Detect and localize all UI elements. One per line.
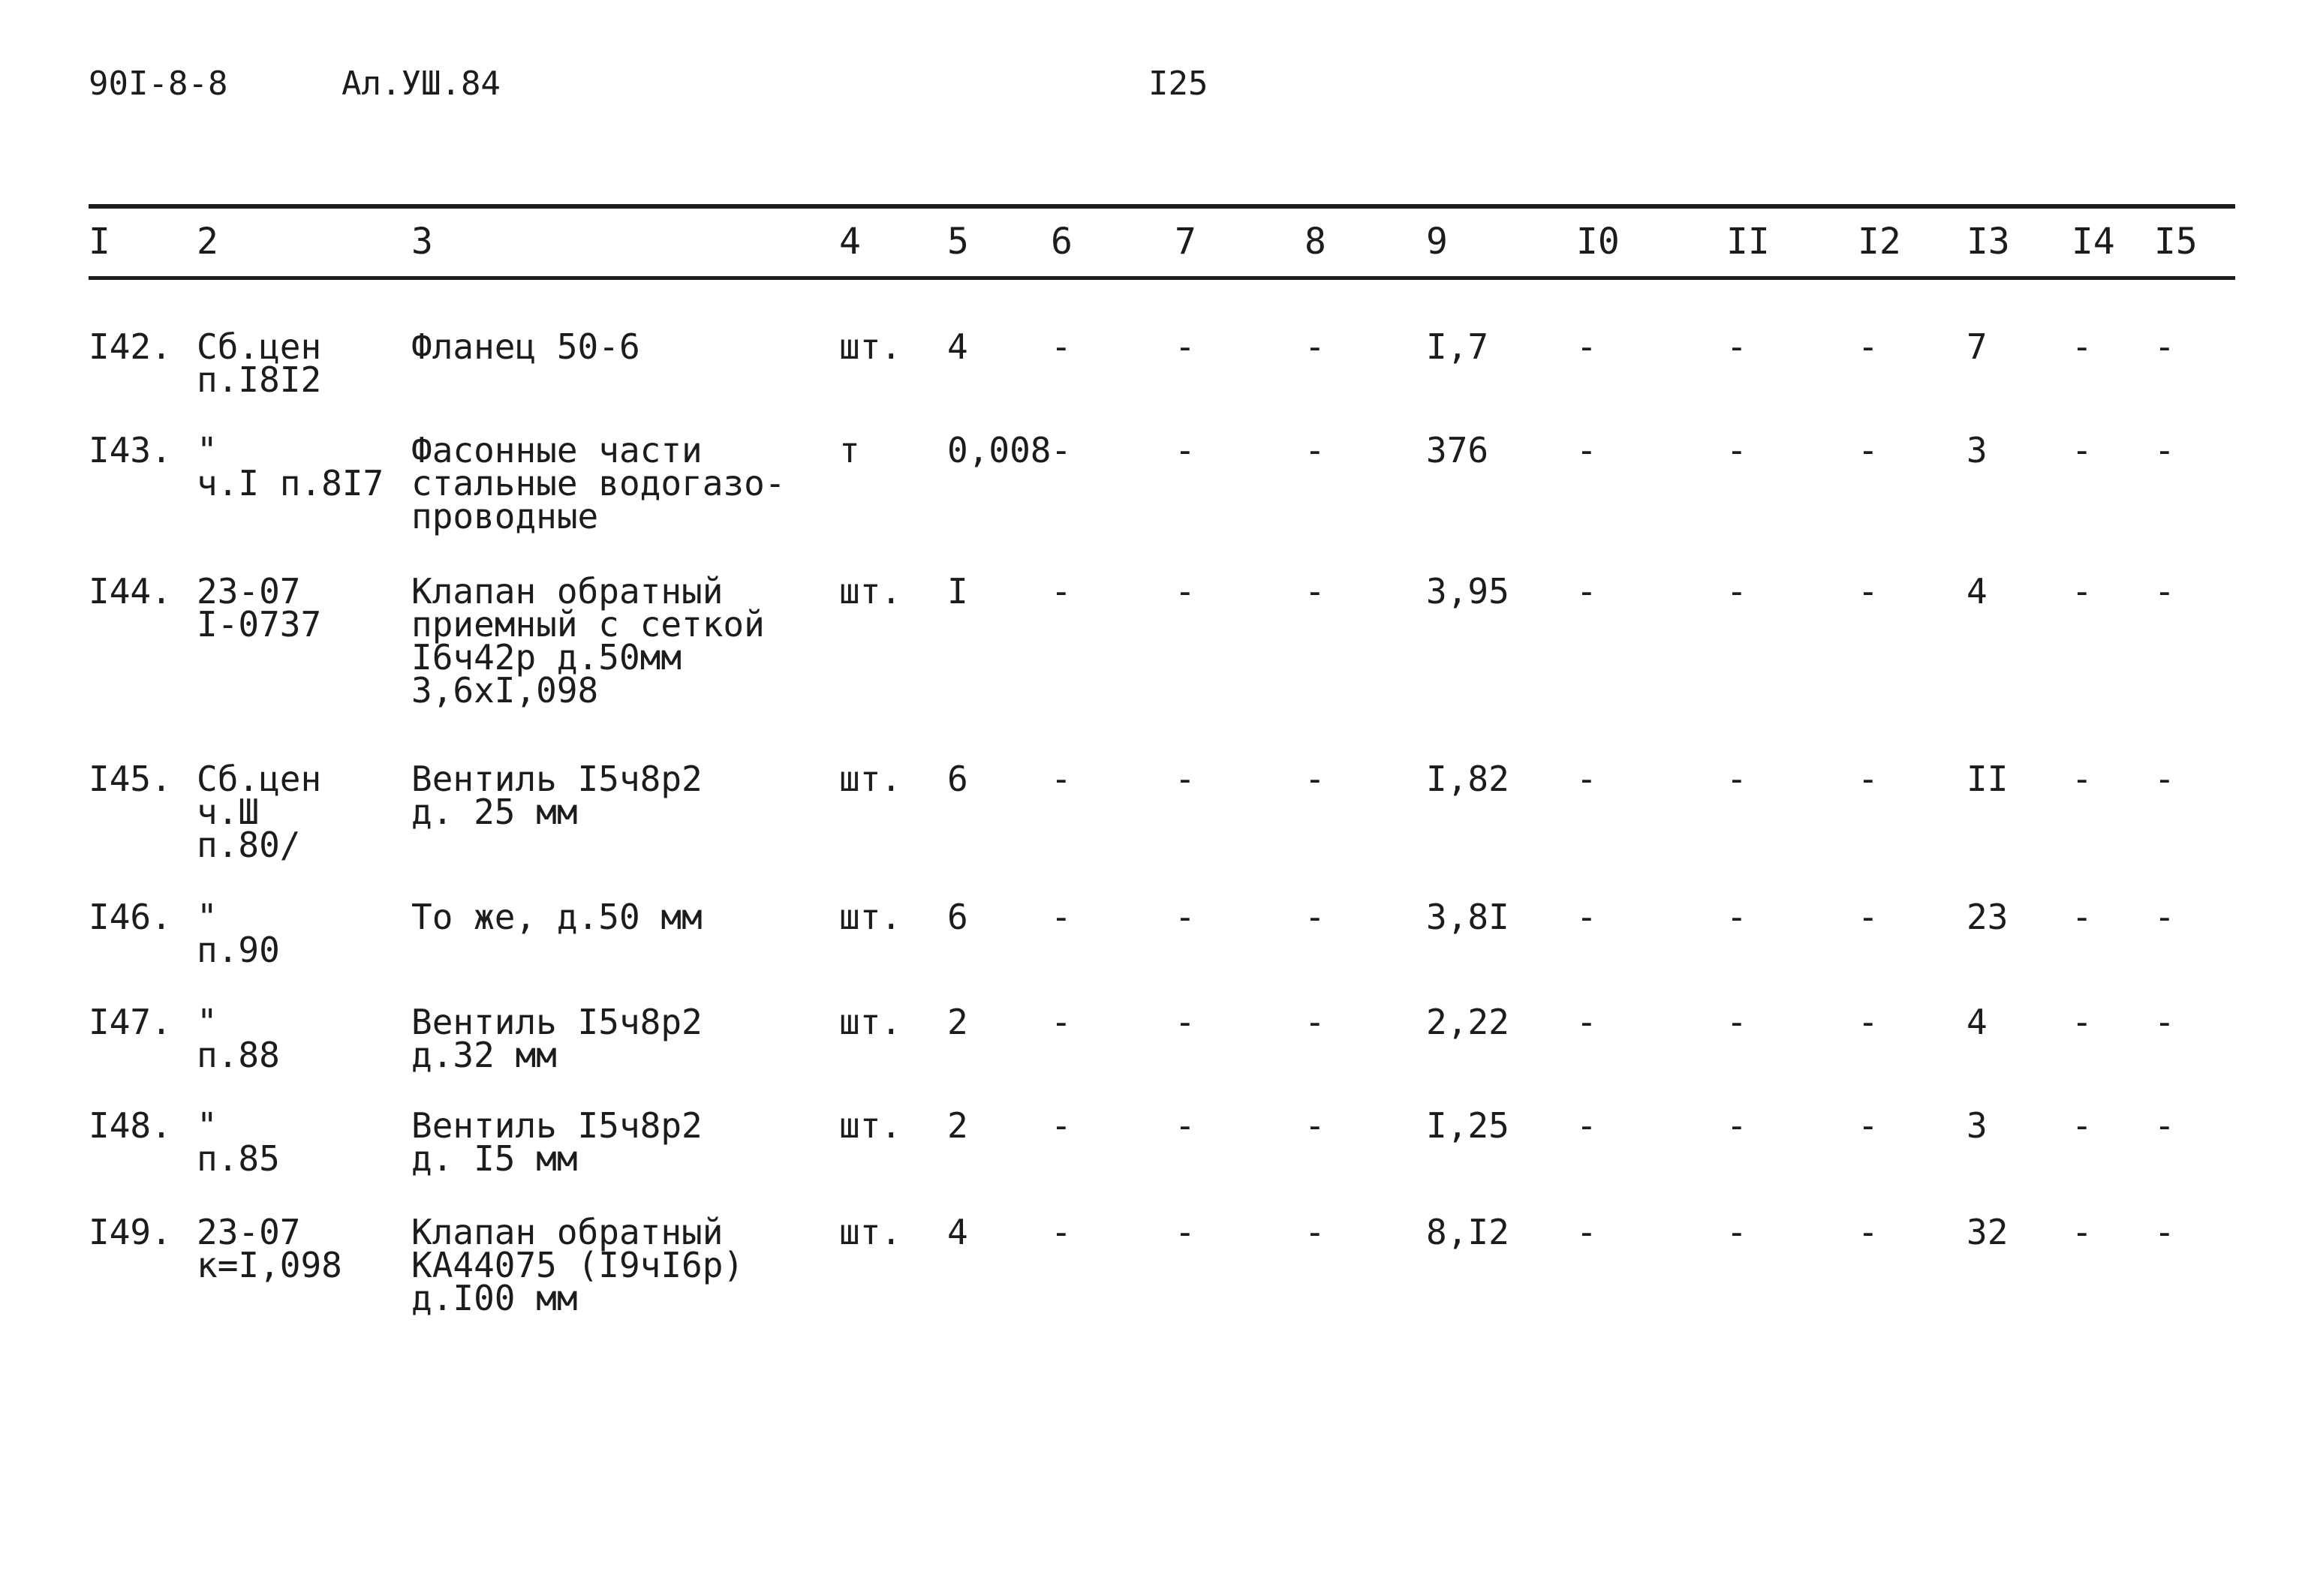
- table-cell: 4: [1966, 1002, 1988, 1042]
- table-cell: I45.: [89, 759, 172, 799]
- table-cell: -: [1175, 1105, 1196, 1146]
- table-cell: 4: [947, 1212, 968, 1252]
- table-cell: 7: [1966, 326, 1988, 367]
- table-cell: -: [1175, 759, 1196, 799]
- table-cell: 2,22: [1426, 1002, 1509, 1042]
- table-cell: -: [1726, 1002, 1747, 1042]
- table-cell: I49.: [89, 1212, 172, 1252]
- table-cell: -: [1858, 430, 1879, 470]
- table-cell: I,82: [1426, 759, 1509, 799]
- table-cell: I46.: [89, 897, 172, 937]
- table-cell: -: [1051, 571, 1072, 612]
- column-number: 2: [197, 221, 218, 263]
- table-cell: Фасонные части стальные водогазо- проводные: [411, 430, 786, 537]
- table-cell: 376: [1426, 430, 1489, 470]
- table-cell: -: [2154, 430, 2175, 470]
- table-cell: I: [947, 571, 968, 612]
- table-cell: -: [1726, 1212, 1747, 1252]
- column-number: 7: [1175, 221, 1196, 263]
- column-number: I4: [2072, 221, 2115, 263]
- table-cell: -: [1175, 897, 1196, 937]
- page-number: I25: [1148, 65, 1208, 103]
- table-cell: Сб.цен ч.Ш п.80/: [197, 759, 322, 865]
- table-cell: -: [1858, 759, 1879, 799]
- table-cell: -: [1726, 430, 1747, 470]
- column-number: I2: [1858, 221, 1901, 263]
- table-cell: -: [2072, 759, 2093, 799]
- table-header-rule: [89, 276, 2235, 280]
- table-cell: -: [2154, 1212, 2175, 1252]
- table-cell: -: [2154, 571, 2175, 612]
- table-cell: -: [1304, 759, 1326, 799]
- column-number: 6: [1051, 221, 1073, 263]
- table-cell: -: [2154, 326, 2175, 367]
- table-cell: I44.: [89, 571, 172, 612]
- table-cell: шт.: [839, 897, 902, 937]
- table-cell: -: [1726, 759, 1747, 799]
- column-number: 3: [411, 221, 433, 263]
- table-cell: -: [2154, 1002, 2175, 1042]
- table-cell: -: [1051, 326, 1072, 367]
- table-cell: 2: [947, 1105, 968, 1146]
- table-cell: -: [1858, 897, 1879, 937]
- table-cell: -: [1304, 1105, 1326, 1146]
- table-cell: -: [1175, 571, 1196, 612]
- table-cell: " п.90: [197, 897, 280, 970]
- table-cell: I48.: [89, 1105, 172, 1146]
- table-cell: -: [1304, 571, 1326, 612]
- table-cell: -: [1175, 1212, 1196, 1252]
- table-cell: -: [1726, 1105, 1747, 1146]
- table-cell: 3,95: [1426, 571, 1509, 612]
- table-cell: -: [2154, 759, 2175, 799]
- table-cell: Клапан обратный КА44075 (I9чI6р) д.I00 мм: [411, 1212, 745, 1318]
- table-cell: Вентиль I5ч8р2 д.32 мм: [411, 1002, 703, 1075]
- table-cell: 6: [947, 759, 968, 799]
- table-cell: шт.: [839, 1105, 902, 1146]
- table-cell: Вентиль I5ч8р2 д. I5 мм: [411, 1105, 703, 1179]
- table-cell: шт.: [839, 571, 902, 612]
- table-cell: -: [1576, 326, 1597, 367]
- table-cell: -: [1858, 1105, 1879, 1146]
- table-cell: -: [1726, 326, 1747, 367]
- table-cell: -: [1858, 1002, 1879, 1042]
- table-top-rule: [89, 204, 2235, 209]
- table-cell: II: [1966, 759, 2009, 799]
- column-number: 8: [1304, 221, 1326, 263]
- table-cell: I,7: [1426, 326, 1489, 367]
- table-cell: -: [1576, 1105, 1597, 1146]
- table-cell: I47.: [89, 1002, 172, 1042]
- table-cell: -: [1576, 1212, 1597, 1252]
- table-cell: 3,8I: [1426, 897, 1509, 937]
- table-cell: Фланец 50-6: [411, 326, 640, 367]
- doc-code: 90I-8-8: [89, 65, 228, 103]
- table-cell: 23-07 I-0737: [197, 571, 322, 645]
- table-cell: " п.85: [197, 1105, 280, 1179]
- table-cell: шт.: [839, 759, 902, 799]
- table-cell: -: [2072, 430, 2093, 470]
- table-cell: -: [1175, 326, 1196, 367]
- table-cell: 2: [947, 1002, 968, 1042]
- column-number: 9: [1426, 221, 1448, 263]
- table-cell: -: [2154, 1105, 2175, 1146]
- table-cell: 3: [1966, 430, 1988, 470]
- column-number: I0: [1576, 221, 1620, 263]
- table-cell: -: [1576, 430, 1597, 470]
- table-cell: -: [1304, 1002, 1326, 1042]
- table-cell: -: [1576, 897, 1597, 937]
- table-cell: -: [1304, 430, 1326, 470]
- table-cell: -: [1051, 897, 1072, 937]
- table-cell: 4: [1966, 571, 1988, 612]
- column-number: I5: [2154, 221, 2198, 263]
- table-cell: " п.88: [197, 1002, 280, 1075]
- table-cell: -: [2072, 1212, 2093, 1252]
- table-cell: I43.: [89, 430, 172, 470]
- table-cell: шт.: [839, 1002, 902, 1042]
- table-cell: -: [2072, 1002, 2093, 1042]
- table-cell: -: [1576, 1002, 1597, 1042]
- table-cell: -: [1304, 326, 1326, 367]
- table-cell: Клапан обратный приемный с сеткой I6ч42р д.50мм 3,6хI,098: [411, 571, 765, 711]
- column-number: I3: [1966, 221, 2010, 263]
- table-cell: -: [1726, 897, 1747, 937]
- table-cell: -: [1304, 1212, 1326, 1252]
- album-label: Ал.УШ.84: [342, 65, 501, 103]
- table-cell: " ч.I п.8I7: [197, 430, 384, 503]
- table-cell: То же, д.50 мм: [411, 897, 703, 937]
- table-cell: -: [1726, 571, 1747, 612]
- table-cell: 8,I2: [1426, 1212, 1509, 1252]
- table-cell: 0,008: [947, 430, 1052, 470]
- table-cell: 23: [1966, 897, 2009, 937]
- table-cell: 32: [1966, 1212, 2009, 1252]
- column-number: II: [1726, 221, 1770, 263]
- table-cell: -: [1175, 1002, 1196, 1042]
- table-cell: -: [1576, 571, 1597, 612]
- table-cell: 23-07 к=I,098: [197, 1212, 342, 1285]
- table-cell: -: [1051, 1002, 1072, 1042]
- table-cell: -: [1304, 897, 1326, 937]
- table-cell: шт.: [839, 326, 902, 367]
- column-number: 4: [839, 221, 861, 263]
- table-cell: 3: [1966, 1105, 1988, 1146]
- table-cell: -: [1051, 1212, 1072, 1252]
- table-cell: 6: [947, 897, 968, 937]
- table-cell: -: [2072, 897, 2093, 937]
- table-cell: -: [1051, 759, 1072, 799]
- table-cell: Вентиль I5ч8р2 д. 25 мм: [411, 759, 703, 832]
- column-number: 5: [947, 221, 969, 263]
- table-cell: -: [2072, 326, 2093, 367]
- table-cell: -: [1576, 759, 1597, 799]
- table-cell: Сб.цен п.I8I2: [197, 326, 322, 400]
- table-cell: -: [1858, 1212, 1879, 1252]
- table-cell: -: [2072, 571, 2093, 612]
- table-cell: т: [839, 430, 860, 470]
- column-number: I: [89, 221, 110, 263]
- table-cell: I42.: [89, 326, 172, 367]
- table-cell: I,25: [1426, 1105, 1509, 1146]
- table-cell: -: [1051, 430, 1072, 470]
- table-cell: -: [1175, 430, 1196, 470]
- table-cell: 4: [947, 326, 968, 367]
- table-cell: -: [1858, 571, 1879, 612]
- table-cell: шт.: [839, 1212, 902, 1252]
- table-cell: -: [2072, 1105, 2093, 1146]
- table-cell: -: [1051, 1105, 1072, 1146]
- table-cell: -: [2154, 897, 2175, 937]
- table-cell: -: [1858, 326, 1879, 367]
